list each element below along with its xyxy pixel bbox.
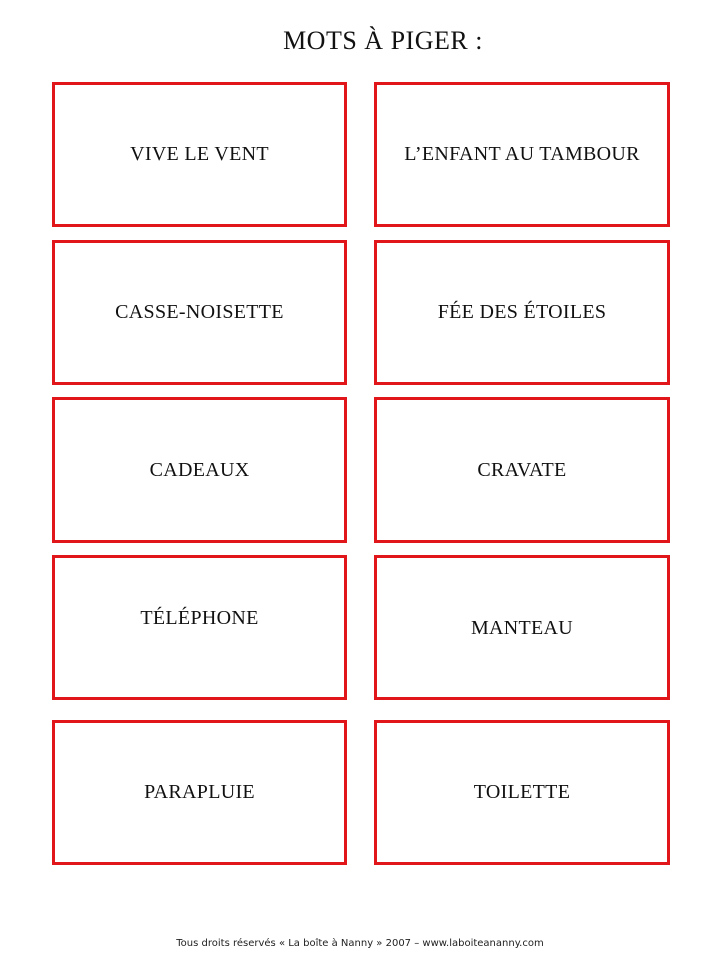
word-card-label: L’ENFANT AU TAMBOUR xyxy=(404,143,640,165)
word-card xyxy=(52,397,347,543)
word-card xyxy=(52,555,347,700)
word-card-label: PARAPLUIE xyxy=(144,781,255,803)
word-card-label: CADEAUX xyxy=(149,458,250,481)
copyright-footer: Tous droits réservés « La boîte à Nanny » 2007 – www.laboiteananny.com xyxy=(176,938,544,949)
word-card-label: FÉE DES ÉTOILES xyxy=(437,301,607,323)
word-card xyxy=(52,240,347,385)
word-card-label: TÉLÉPHONE xyxy=(140,607,259,629)
word-card xyxy=(52,82,347,227)
word-card-label: CRAVATE xyxy=(477,458,567,481)
word-card xyxy=(374,82,670,227)
word-card-label: TOILETTE xyxy=(473,781,571,803)
word-card xyxy=(374,240,670,385)
word-card xyxy=(374,555,670,700)
word-card xyxy=(52,720,347,865)
word-card xyxy=(374,397,670,543)
word-card-label: CASSE-NOISETTE xyxy=(115,301,284,323)
page-title: MOTS À PIGER : xyxy=(283,26,483,55)
word-card-label: VIVE LE VENT xyxy=(130,143,269,165)
word-card xyxy=(374,720,670,865)
word-card-label: MANTEAU xyxy=(470,617,574,639)
